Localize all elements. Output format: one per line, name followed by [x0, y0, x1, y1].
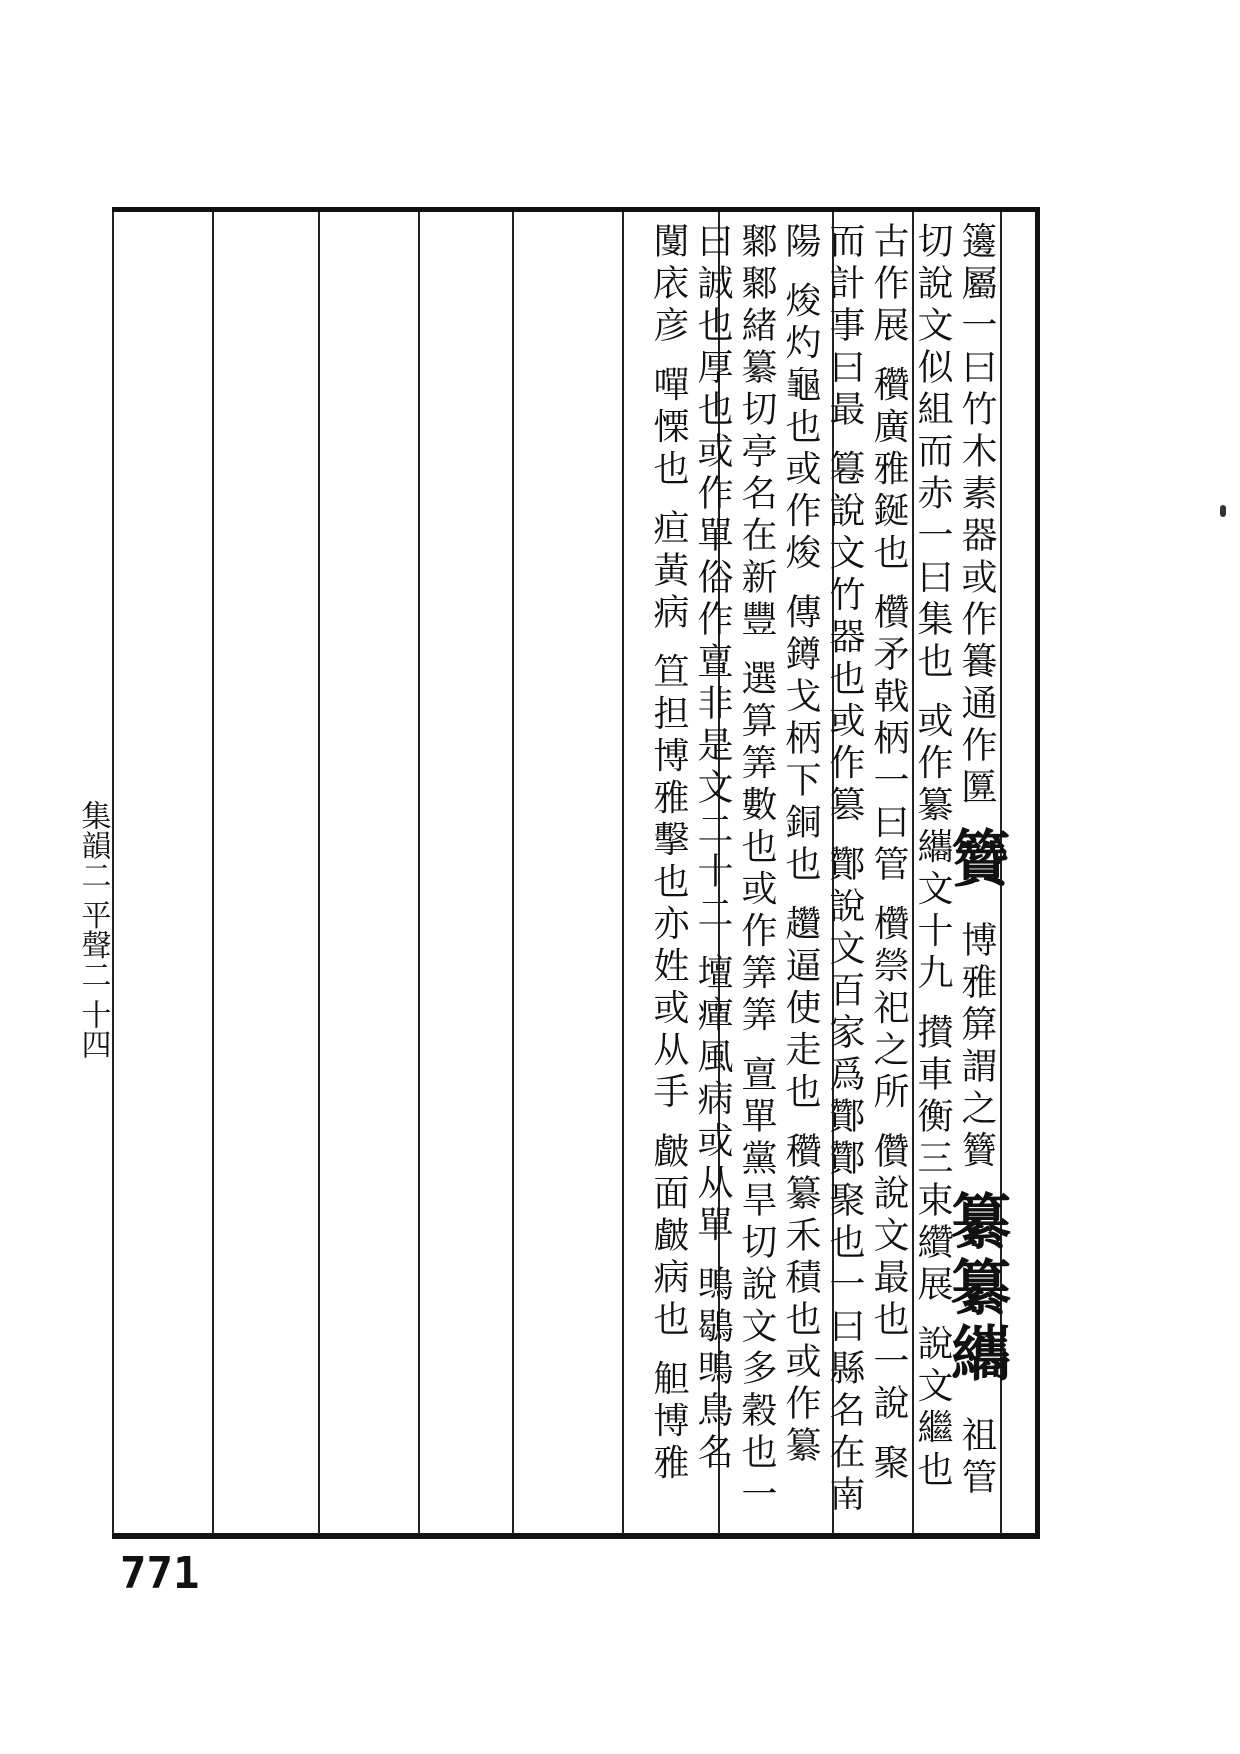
- column-text: 闅庡彦: [648, 222, 689, 348]
- column-text: 傳鐏戈柄下銅也: [780, 592, 821, 887]
- column-text: 焌灼龜也或作焌: [780, 281, 821, 576]
- column-text: 趲逼使走也: [780, 904, 821, 1115]
- scan-mark: [1220, 505, 1226, 517]
- column-text: 說文繼也古作展: [868, 222, 953, 1493]
- column-text: 穳纂禾積也或作纂: [780, 1131, 821, 1468]
- column-text: 聚而計事曰最: [824, 222, 909, 1486]
- column-text: 或作纂纗文十九: [912, 701, 953, 996]
- column-text: 鄹鄹緒纂切亭名在新豐: [736, 222, 777, 642]
- margin-label: 集韻二 平聲二 十四: [75, 800, 111, 1060]
- column-text: 鴠鶡鴠鳥名: [692, 1264, 733, 1475]
- headword: 籫: [941, 827, 1011, 894]
- column-text: 疸黃病: [648, 508, 689, 635]
- column-text: 壇癉風病或从單: [692, 953, 733, 1248]
- column-text: 皻面皻病也: [648, 1131, 689, 1342]
- column-text: 欑矛戟柄一曰管: [868, 592, 909, 887]
- column-text: 儹說文最也一說: [868, 1131, 909, 1426]
- column-text: 籩屬一曰竹木素器或作籑通作匴: [956, 222, 997, 810]
- column-text: 博雅箳謂之籫: [956, 920, 997, 1173]
- column-text: 穳廣雅鋋也: [868, 365, 909, 576]
- column-text: 觛博雅: [648, 1359, 689, 1486]
- column-text: 欑禜祀之所: [868, 904, 909, 1115]
- column-text: 祖管切說文似組而赤一曰集也: [912, 222, 997, 1500]
- column-text: 亶單黨旱切說文多穀也一曰誠也厚也或作單俗作亶非是文二十二: [692, 222, 777, 1517]
- text-body: [118, 222, 1011, 1522]
- column-text: 酇說文百家爲酇酇聚也一曰縣名在南陽: [780, 222, 865, 1517]
- column-text: 篹說文竹器也或作篡: [824, 449, 865, 828]
- headword: 纂纂纗: [941, 1190, 1011, 1389]
- column-text: 選算筭數也或作筭筭: [736, 659, 777, 1038]
- column-text: 攅車衡三束纘展: [912, 1012, 953, 1307]
- column-text: 笪担博雅擊也亦姓或从手: [648, 652, 689, 1115]
- column-text: 嘽慄也: [648, 365, 689, 492]
- page-number: 771: [120, 1548, 200, 1599]
